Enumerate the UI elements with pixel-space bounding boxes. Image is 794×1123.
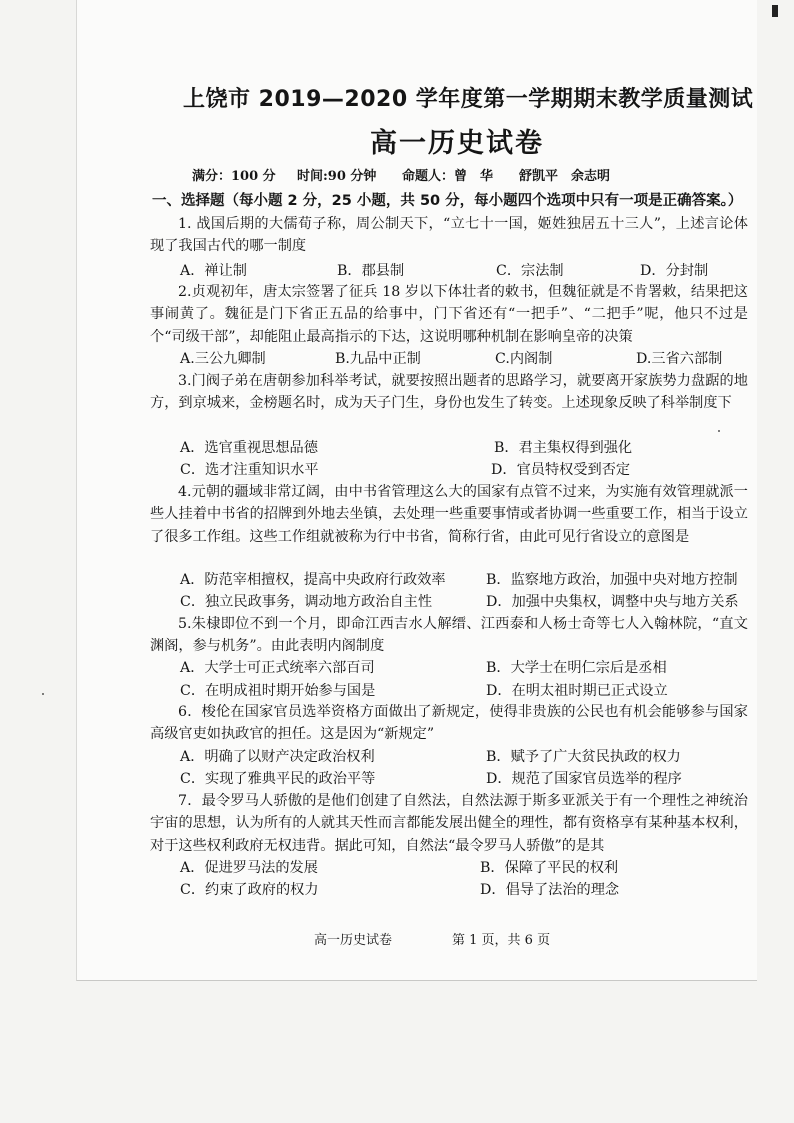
option-a[interactable]: A．防范宰相擅权，提高中央政府行政效率 <box>180 572 446 588</box>
section-title: 一、选择题（每小题 2 分，25 小题，共 50 分，每小题四个选项中只有一项是正确答案。） <box>152 193 743 209</box>
option-a[interactable]: A．明确了以财产决定政治权利 <box>180 749 375 765</box>
option-a[interactable]: A．促进罗马法的发展 <box>180 860 318 876</box>
option-c[interactable]: C．在明成祖时期开始参与国是 <box>180 683 376 699</box>
option-c[interactable]: C．实现了雅典平民的政治平等 <box>180 771 376 787</box>
exam-title: 上饶市 2019—2020 学年度第一学期期末教学质量测试 <box>183 87 754 112</box>
option-a[interactable]: A．禅让制 <box>180 263 247 279</box>
option-d[interactable]: D．官员特权受到否定 <box>491 462 631 478</box>
exam-authors: 命题人：曾 华 舒凯平 余志明 <box>402 169 611 184</box>
footer-paper-name: 高一历史试卷 <box>314 933 393 948</box>
question-stem: 4.元朝的疆域非常辽阔，由中书省管理这么大的国家有点管不过来，为实施有效管理就派一些人挂着中书省的招牌到外地去坐镇，去处理一些重要事情或者协调一些重要工作，相当于设立了很多工作组。这些工作组就被称为行中书省，简称行省，由此可见行省设立的意图是 <box>150 484 748 545</box>
full-score: 满分：100 分 <box>192 169 276 184</box>
question-stem: 5.朱棣即位不到一个月，即命江西吉水人解缙、江西泰和人杨士奇等七人入翰林院，“直文渊阁，参与机务”。由此表明内阁制度 <box>150 616 748 655</box>
option-c[interactable]: C．约束了政府的权力 <box>180 882 319 898</box>
option-a[interactable]: A.三公九卿制 <box>180 351 266 367</box>
option-b[interactable]: B．大学士在明仁宗后是丞相 <box>486 660 667 676</box>
question-stem: 6．梭伦在国家官员选举资格方面做出了新规定，使得非贵族的公民也有机会能够参与国家高级官吏如执政官的担任。这是因为“新规定” <box>150 704 748 743</box>
option-a[interactable]: A．选官重视思想品德 <box>180 440 318 456</box>
question-stem: 2.贞观初年，唐太宗签署了征兵 18 岁以下体壮者的敕书，但魏征就是不肯署敕，结果把这事闹黄了。魏征是门下省正五品的给事中，门下省还有“一把手”、“二把手”呢，他只不过是个“司级干部”，却能阻止最高指示的下达，这说明哪种机制在影响皇帝的决策 <box>150 284 748 345</box>
scan-speck <box>42 693 44 695</box>
option-c[interactable]: C．宗法制 <box>496 263 564 279</box>
option-d[interactable]: D．加强中央集权，调整中央与地方关系 <box>486 594 739 610</box>
scan-corner-mark <box>772 5 778 17</box>
question-stem: 7．最令罗马人骄傲的是他们创建了自然法，自然法源于斯多亚派关于有一个理性之神统治宇宙的思想，认为所有的人就其天性而言都能发展出健全的理性，都有资格享有某种基本权利，对于这些权利政府无权违背。据此可知，自然法“最令罗马人骄傲”的是其 <box>150 793 748 854</box>
option-d[interactable]: D．在明太祖时期已正式设立 <box>486 683 668 699</box>
option-c[interactable]: C．选才注重知识水平 <box>180 462 319 478</box>
option-b[interactable]: B．保障了平民的权利 <box>480 860 619 876</box>
option-b[interactable]: B.九品中正制 <box>335 351 421 367</box>
option-d[interactable]: D．倡导了法治的理念 <box>480 882 620 898</box>
option-b[interactable]: B．郡县制 <box>337 263 405 279</box>
exam-subtitle: 高一历史试卷 <box>370 128 544 159</box>
option-b[interactable]: B．监察地方政治，加强中央对地方控制 <box>486 572 738 588</box>
option-b[interactable]: B．君主集权得到强化 <box>494 440 633 456</box>
option-d[interactable]: D．规范了国家官员选举的程序 <box>486 771 682 787</box>
footer-page-number: 第 1 页，共 6 页 <box>452 933 551 948</box>
option-c[interactable]: C.内阁制 <box>495 351 553 367</box>
option-d[interactable]: D．分封制 <box>640 263 709 279</box>
option-d[interactable]: D.三省六部制 <box>636 351 723 367</box>
option-a[interactable]: A．大学士可正式统率六部百司 <box>180 660 375 676</box>
exam-time: 时间:90 分钟 <box>297 169 377 184</box>
question-stem: 3.门阀子弟在唐朝参加科举考试，就要按照出题者的思路学习，就要离开家族势力盘踞的地方，到京城来，金榜题名时，成为天子门生，身份也发生了转变。上述现象反映了科举制度下 <box>150 373 748 412</box>
scan-speck <box>718 430 720 432</box>
option-c[interactable]: C．独立民政事务，调动地方政治自主性 <box>180 594 433 610</box>
option-b[interactable]: B．赋予了广大贫民执政的权力 <box>486 749 681 765</box>
question-stem: 1. 战国后期的大儒荀子称，周公制天下，“立七十一国，姬姓独居五十三人”，上述言论体现了我国古代的哪一制度 <box>150 216 748 255</box>
